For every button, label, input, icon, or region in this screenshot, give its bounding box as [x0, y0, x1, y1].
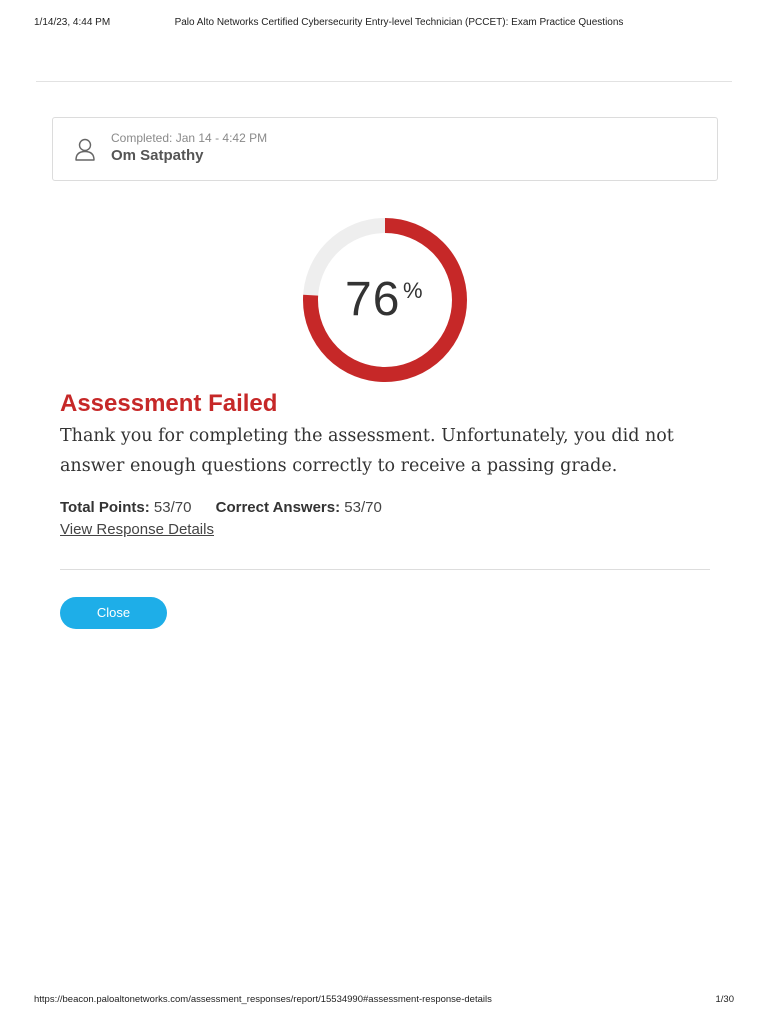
result-title: Assessment Failed — [60, 390, 278, 417]
top-divider — [36, 81, 732, 82]
user-name: Om Satpathy — [111, 147, 204, 164]
section-divider — [60, 569, 710, 570]
user-card — [52, 117, 718, 181]
print-title: Palo Alto Networks Certified Cybersecurity Entry-level Technician (PCCET): Exam Practice Questions — [174, 17, 624, 28]
view-response-details-link[interactable]: View Response Details — [60, 521, 214, 538]
print-page-number: 1/30 — [715, 994, 734, 1005]
completed-timestamp: Completed: Jan 14 - 4:42 PM — [111, 131, 268, 145]
user-icon — [74, 138, 96, 162]
print-footer — [34, 994, 734, 1008]
print-header — [34, 17, 734, 31]
total-points-label: Total Points: — [60, 499, 150, 516]
score-value: 76 — [345, 273, 401, 326]
close-button[interactable]: Close — [60, 597, 167, 629]
total-points-value: 53/70 — [153, 499, 192, 516]
correct-answers-value: 53/70 — [344, 499, 382, 516]
score-stats — [60, 499, 402, 516]
print-url: https://beacon.paloaltonetworks.com/assessment_responses/report/15534990#assessment-response-details — [34, 994, 492, 1005]
result-message: Thank you for completing the assessment. Unfortunately, you did not answer enough questions correctly to receive a passing grade. — [60, 426, 674, 476]
correct-answers-label: Correct Answers: — [215, 499, 341, 516]
score-percent-sign: % — [403, 278, 423, 303]
print-date: 1/14/23, 4:44 PM — [34, 17, 111, 28]
score-readout — [297, 216, 473, 384]
